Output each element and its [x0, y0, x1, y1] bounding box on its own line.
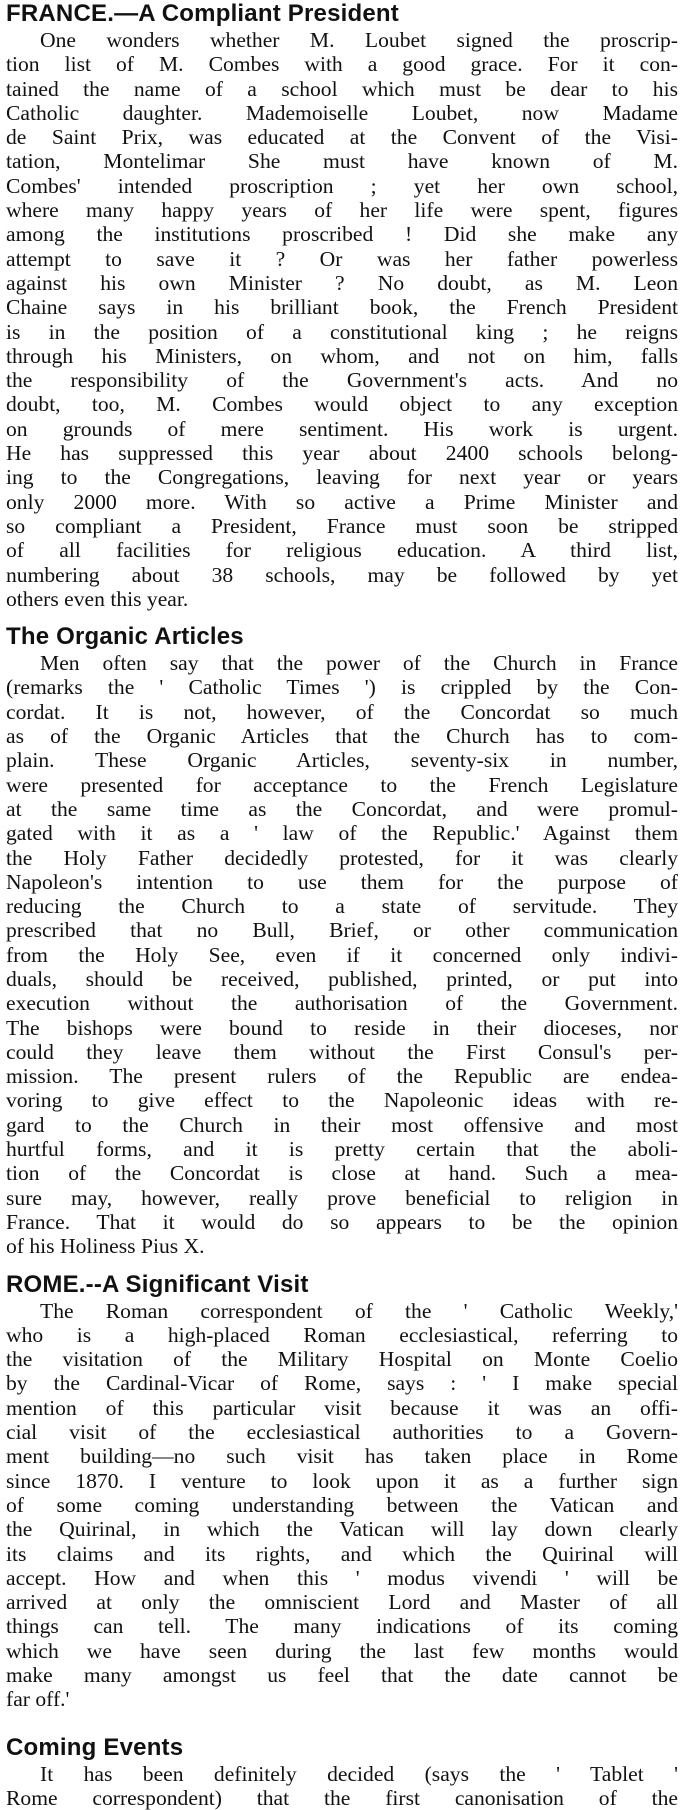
text-line: could they leave them without the First Consul's per- [6, 1039, 678, 1064]
text-line: He has suppressed this year about 2400 schools belong- [6, 441, 678, 466]
text-line: tained the name of a school which must be dear to his [6, 76, 678, 101]
text-line: The bishops were bound to reside in their dioceses, nor [6, 1015, 678, 1040]
text-line: One wonders whether M. Loubet signed the proscrip- [40, 28, 678, 52]
text-line: tion list of M. Combes with a good grace. For it con- [6, 52, 678, 77]
text-line: execution without the authorisation of the Government. [6, 991, 678, 1016]
text-line: Catholic daughter. Mademoiselle Loubet, now Madame [6, 100, 678, 125]
text-line: on grounds of mere sentiment. His work is urgent. [6, 416, 678, 441]
text-line: so compliant a President, France must soon be stripped [6, 513, 678, 538]
text-line: at the same time as the Concordat, and were promul- [6, 796, 678, 821]
text-line: voring to give effect to the Napoleonic ideas with re- [6, 1088, 678, 1113]
article-headline: Coming Events [6, 1733, 184, 1761]
text-line: only 2000 more. With so active a Prime Minister and [6, 489, 678, 514]
text-line: mission. The present rulers of the Republic are endea- [6, 1064, 678, 1089]
text-line: arrived at only the omniscient Lord and Master of all [6, 1590, 678, 1615]
article-body [6, 651, 678, 1258]
text-line: cordat. It is not, however, of the Concordat so much [6, 699, 678, 724]
text-line: duals, should be received, published, printed, or put into [6, 966, 678, 991]
text-line: plain. These Organic Articles, seventy-six in number, [6, 748, 678, 773]
text-line: Combes' intended proscription ; yet her own school, [6, 173, 678, 198]
text-line: through his Ministers, on whom, and not on him, falls [6, 343, 678, 368]
text-line: Rome correspondent) that the first canonisation of the [6, 1785, 678, 1810]
text-line: attempt to save it ? Or was her father powerless [6, 246, 678, 271]
text-line: against his own Minister ? No doubt, as M. Leon [6, 270, 678, 295]
text-line: ing to the Congregations, leaving for next year or years [6, 465, 678, 490]
text-line: others even this year. [6, 586, 189, 611]
text-line: Napoleon's intention to use them for the purpose of [6, 869, 678, 894]
text-line: Men often say that the power of the Church in France [40, 651, 678, 676]
article-headline: The Organic Articles [6, 623, 244, 651]
text-line: far off.' [6, 1687, 70, 1712]
text-line: reducing the Church to a state of servitude. They [6, 894, 678, 919]
text-line: numbering about 38 schools, may be followed by yet [6, 562, 678, 587]
text-line: the Holy Father decidedly protested, for it was clearly [6, 845, 678, 870]
text-line: as of the Organic Articles that the Church has to com- [6, 724, 678, 749]
article-france-compliant-president [6, 0, 678, 611]
article-body [6, 28, 678, 611]
text-line: hurtful forms, and it is pretty certain that the aboli- [6, 1137, 678, 1162]
text-line: (remarks the ' Catholic Times ') is crippled by the Con- [6, 675, 678, 700]
text-line: of his Holiness Pius X. [6, 1234, 205, 1259]
text-line: by the Cardinal-Vicar of Rome, says : ' I make special [6, 1371, 678, 1396]
article-body [6, 1762, 678, 1810]
text-line: France. That it would do so appears to be the opinion [6, 1209, 678, 1234]
text-line: things can tell. The many indications of its coming [6, 1614, 678, 1639]
text-line: its claims and its rights, and which the Quirinal will [6, 1541, 678, 1566]
text-line: since 1870. I venture to look upon it as a further sign [6, 1468, 678, 1493]
text-line: prescribed that no Bull, Brief, or other communication [6, 918, 678, 943]
text-line: the responsibility of the Government's acts. And no [6, 368, 678, 393]
text-line: which we have seen during the last few months would [6, 1638, 678, 1663]
text-line: among the institutions proscribed ! Did she make any [6, 222, 678, 247]
text-line: the Quirinal, in which the Vatican will lay down clearly [6, 1517, 678, 1542]
text-line: It has been definitely decided (says the ' Tablet ' [40, 1761, 678, 1786]
text-line: is in the position of a constitutional king ; he reigns [6, 319, 678, 344]
text-line: make many amongst us feel that the date cannot be [6, 1663, 678, 1687]
article-headline: ROME.--A Significant Visit [6, 1270, 309, 1298]
text-line: gard to the Church in their most offensive and most [6, 1112, 678, 1137]
text-line: from the Holy See, even if it concerned only indivi- [6, 942, 678, 967]
article-coming-events [6, 1734, 678, 1810]
text-line: where many happy years of her life were spent, figures [6, 198, 678, 223]
text-line: sure may, however, really prove beneficial to religion in [6, 1185, 678, 1210]
text-line: tation, Montelimar She must have known of M. [6, 149, 678, 174]
text-line: of all facilities for religious education. A third list, [6, 538, 678, 563]
text-line: the visitation of the Military Hospital on Monte Coelio [6, 1347, 678, 1372]
text-line: de Saint Prix, was educated at the Convent of the Visi- [6, 125, 678, 150]
text-line: who is a high-placed Roman ecclesiastical, referring to [6, 1322, 678, 1347]
article-organic-articles [6, 623, 678, 1258]
article-body [6, 1299, 678, 1712]
article-rome-significant-visit [6, 1271, 678, 1712]
text-line: gated with it as a ' law of the Republic.' Against them [6, 821, 678, 846]
text-line: mention of this particular visit because it was an offi- [6, 1395, 678, 1420]
text-line: Chaine says in his brilliant book, the French President [6, 295, 678, 320]
text-line: cial visit of the ecclesiastical authorities to a Govern- [6, 1420, 678, 1445]
text-line: tion of the Concordat is close at hand. Such a mea- [6, 1161, 678, 1186]
text-line: The Roman correspondent of the ' Catholic Weekly,' [40, 1298, 678, 1323]
text-line: of some coming understanding between the Vatican and [6, 1492, 678, 1517]
text-line: accept. How and when this ' modus vivendi ' will be [6, 1565, 678, 1590]
article-headline: FRANCE.—A Compliant President [6, 0, 399, 27]
text-line: doubt, too, M. Combes would object to any exception [6, 392, 678, 417]
text-line: were presented for acceptance to the French Legislature [6, 772, 678, 797]
text-line: ment building—no such visit has taken place in Rome [6, 1444, 678, 1469]
